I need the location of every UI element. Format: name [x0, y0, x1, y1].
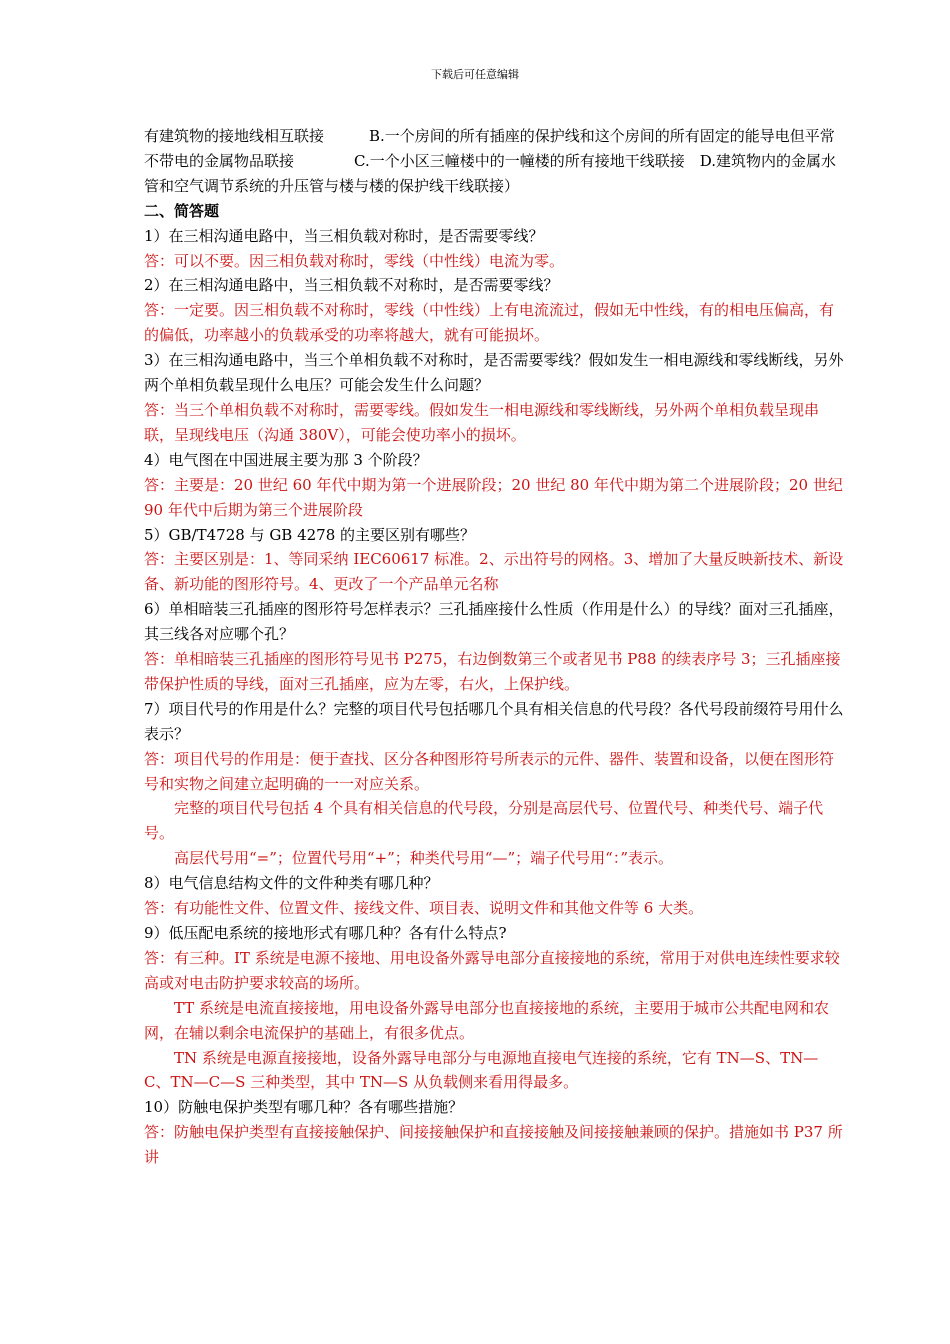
- answer-5: 答：主要区别是：1、等同采纳 IEC60617 标准。2、示出符号的网格。3、增加了大量反映新技术、新设备、新功能的图形符号。4、更改了一个产品单元名称: [144, 550, 844, 594]
- answer-10: 答：防触电保护类型有直接接触保护、间接接触保护和直接接触及间接接触兼顾的保护。措施如书 P37 所讲: [144, 1123, 843, 1167]
- answer-6: 答：单相暗装三孔插座的图形符号见书 P275，右边倒数第三个或者见书 P88 的续表序号 3；三孔插座接带保护性质的导线，面对三孔插座，应为左零，右火，上保护线。: [144, 650, 841, 693]
- page-header: 下载后可任意编辑: [431, 68, 519, 81]
- question-8: 8）电气信息结构文件的文件种类有哪几种？: [144, 874, 439, 893]
- intro-paragraph: 有建筑物的接地线相互联接 B.一个房间的所有插座的保护线和这个房间的所有固定的能导电但平常不带电的金属物品联接 C.一个小区三幢楼中的一幢楼的所有接地干线联接 D.建筑物内的金属水管和空气调节系统的升压管与楼与楼的保护线干线联接）: [144, 127, 836, 195]
- question-2: 2）在三相沟通电路中，当三相负载不对称时，是否需要零线？: [144, 276, 559, 295]
- answer-9-part-1: 答：有三种。IT 系统是电源不接地、用电设备外露导电部分直接接地的系统，常用于对供电连续性要求较高或对电击防护要求较高的场所。: [144, 948, 840, 992]
- answer-9-part-2: TT 系统是电流直接接地，用电设备外露导电部分也直接接地的系统，主要用于城市公共配电网和农网，在辅以剩余电流保护的基础上，有很多优点。: [144, 998, 830, 1042]
- question-5: 5）GB/T4728 与 GB 4278 的主要区别有哪些？: [144, 525, 476, 544]
- document-body: [144, 124, 844, 1170]
- answer-7-part-3: 高层代号用“=”；位置代号用“+”；种类代号用“—”；端子代号用“：”表示。: [174, 849, 673, 868]
- answer-7-part-2: 完整的项目代号包括 4 个具有相关信息的代号段，分别是高层代号、位置代号、种类代号、端子代号。: [144, 799, 824, 843]
- question-9: 9）低压配电系统的接地形式有哪几种？各有什么特点?: [144, 924, 507, 942]
- question-3: 3）在三相沟通电路中，当三个单相负载不对称时，是否需要零线？假如发生一相电源线和零线断线，另外两个单相负载呈现什么电压？可能会发生什么问题？: [144, 351, 844, 395]
- section-title: 二、简答题: [144, 201, 220, 220]
- answer-8: 答：有功能性文件、位置文件、接线文件、项目表、说明文件和其他文件等 6 大类。: [144, 899, 704, 918]
- answer-9-part-3: TN 系统是电源直接接地，设备外露导电部分与电源地直接电气连接的系统，它有 TN—S、TN—C、TN—C—S 三种类型，其中 TN—S 从负载侧来看用得最多。: [144, 1048, 819, 1092]
- question-10: 10）防触电保护类型有哪几种？各有哪些措施？: [144, 1098, 464, 1117]
- question-1: 1）在三相沟通电路中，当三相负载对称时，是否需要零线？: [144, 226, 544, 245]
- answer-3: 答：当三个单相负载不对称时，需要零线。假如发生一相电源线和零线断线，另外两个单相负载呈现串联，呈现线电压（沟通 380V），可能会使功率小的损坏。: [144, 400, 820, 444]
- question-7: 7）项目代号的作用是什么？完整的项目代号包括哪几个具有相关信息的代号段？各代号段前缀符号用什么表示？: [144, 699, 844, 743]
- question-4: 4）电气图在中国进展主要为那 3 个阶段？: [144, 450, 428, 469]
- answer-1: 答：可以不要。因三相负载对称时，零线（中性线）电流为零。: [144, 251, 565, 270]
- question-6: 6）单相暗装三孔插座的图形符号怎样表示？三孔插座接什么性质（作用是什么）的导线？面对三孔插座，其三线各对应哪个孔？: [144, 600, 844, 644]
- answer-2: 答：一定要。因三相负载不对称时，零线（中性线）上有电流流过，假如无中性线，有的相电压偏高，有的偏低，功率越小的负载承受的功率将越大，就有可能损坏。: [144, 301, 835, 345]
- answer-4: 答：主要是：20 世纪 60 年代中期为第一个进展阶段；20 世纪 80 年代中期为第二个进展阶段；20 世纪 90 年代中后期为第三个进展阶段: [144, 475, 843, 519]
- answer-7-part-1: 答：项目代号的作用是：便于查找、区分各种图形符号所表示的元件、器件、装置和设备，以便在图形符号和实物之间建立起明确的一一对应关系。: [144, 749, 835, 793]
